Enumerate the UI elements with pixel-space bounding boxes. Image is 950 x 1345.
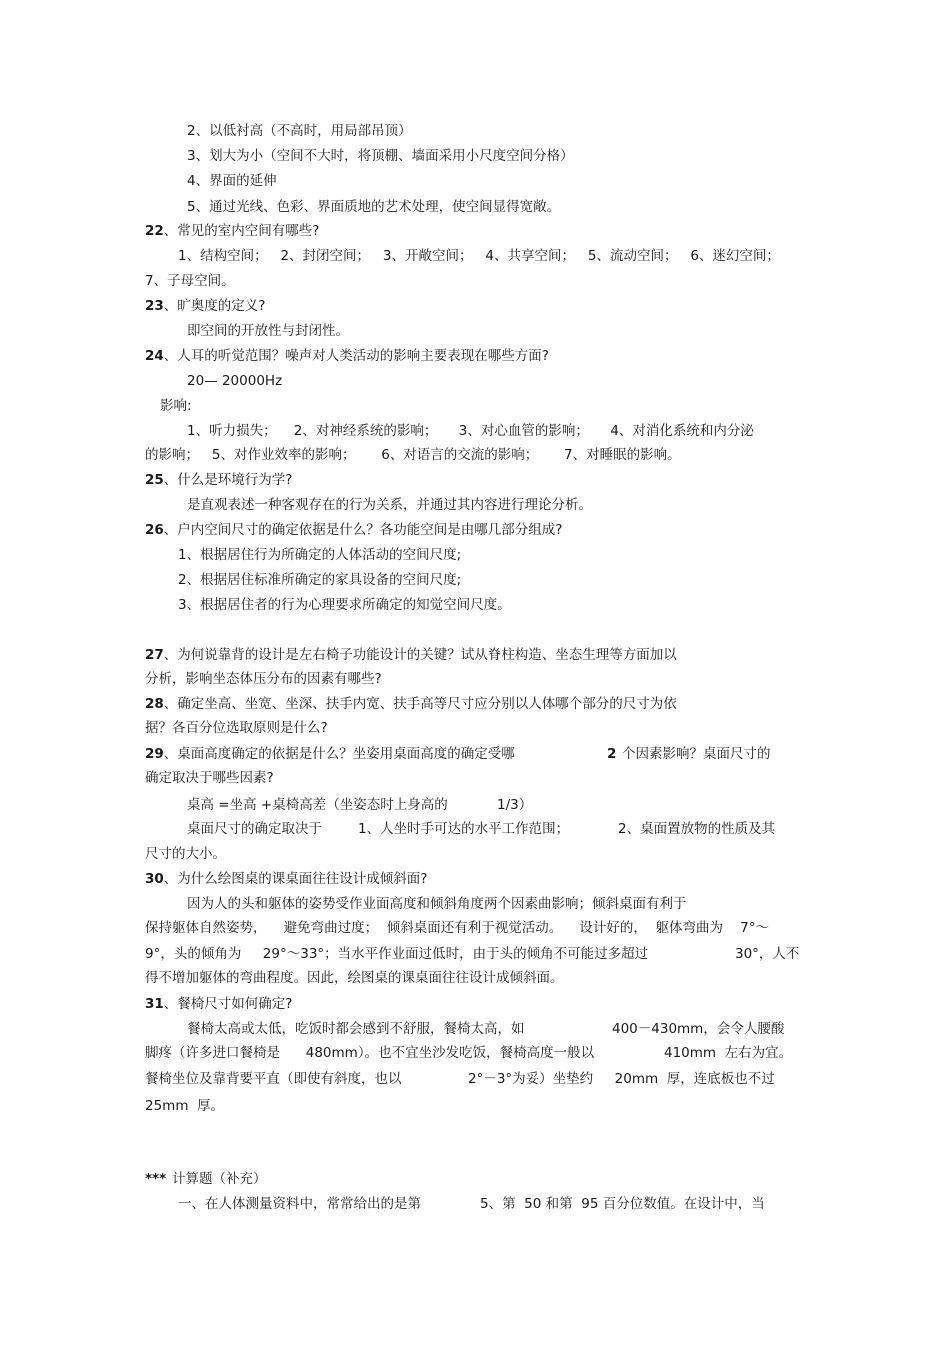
text-line: 桌高 =坐高 +桌椅高差（坐姿态时上身高的 [187, 797, 448, 813]
text-line: 即空间的开放性与封闭性。 [187, 323, 349, 339]
question-number: 26 [145, 522, 164, 538]
text-line: 餐椅太高或太低，吃饭时都会感到不舒服，餐椅太高，如 [187, 1021, 525, 1037]
text-line: 20— 20000Hz [187, 373, 283, 389]
question-text: 、餐椅尺寸如何确定? [163, 996, 293, 1012]
text-line: 4、界面的延伸 [187, 173, 277, 189]
question-text: 、什么是环境行为学? [163, 472, 293, 488]
section-title: 计算题（补充） [172, 1171, 267, 1187]
text-line: 9°，头的倾角为 29°～33°；当水平作业面过低时，由于头的倾角不可能过多超过 [145, 946, 649, 962]
text-line: 脚疼（许多进口餐椅是 480mm）。也不宜坐沙发吃饭，餐椅高度一般以 [145, 1045, 595, 1061]
question-text: 、户内空间尺寸的确定依据是什么？各功能空间是由哪几部分组成? [163, 522, 563, 538]
text-fragment: 5、第 50 和第 95 百分位数值。在设计中，当 [480, 1196, 765, 1212]
question-26 [145, 521, 562, 539]
text-line: 3、根据居住者的行为心理要求所确定的知觉空间尺度。 [178, 597, 511, 613]
text-line: 1、根据居住行为所确定的人体活动的空间尺度; [178, 547, 462, 563]
text-line: 据？各百分位选取原则是什么? [145, 720, 328, 736]
text-line: 因为人的头和躯体的姿势受作业面高度和倾斜角度两个因素曲影响；倾斜桌面有利于 [187, 896, 687, 912]
question-text: 、为何说靠背的设计是左右椅子功能设计的关键？试从脊柱构造、坐态生理等方面加以 [163, 647, 677, 663]
text-fragment: 1/3） [497, 797, 533, 813]
question-text: 、桌面高度确定的依据是什么？坐姿用桌面高度的确定受哪 [163, 746, 515, 762]
question-number: 25 [145, 472, 164, 488]
text-line: 餐椅坐位及靠背要平直（即使有斜度，也以 [145, 1071, 402, 1087]
question-number: 31 [145, 996, 164, 1012]
question-22 [145, 222, 319, 240]
question-number: 28 [145, 696, 164, 712]
text-line: 得不增加躯体的弯曲程度。因此，绘图桌的课桌面往往设计成倾斜面。 [145, 970, 564, 986]
question-27 [145, 646, 677, 664]
question-number: 27 [145, 647, 164, 663]
text-fragment: 2、桌面置放物的性质及其 [618, 821, 776, 837]
text-fragment: 2°－3°为妥）坐垫约 20mm 厚，连底板也不过 [468, 1071, 775, 1087]
question-24 [145, 347, 549, 365]
text-line: 2、以低衬高（不高时，用局部吊顶） [187, 123, 412, 139]
text-line: 1、结构空间； 2、封闭空间； 3、开敞空间； 4、共享空间； 5、流动空间； 6、迷幻空间； [178, 248, 780, 264]
question-30 [145, 870, 427, 888]
text-line: 2、根据居住标准所确定的家具设备的空间尺度; [178, 572, 462, 588]
question-number: 30 [145, 871, 164, 887]
question-text: 、旷奥度的定义? [163, 298, 266, 314]
question-text: 、确定坐高、坐宽、坐深、扶手内宽、扶手高等尺寸应分别以人体哪个部分的尺寸为依 [163, 696, 677, 712]
text-line: 确定取决于哪些因素? [145, 770, 274, 786]
text-line: 3、划大为小（空间不大时，将顶棚、墙面采用小尺度空间分格） [187, 148, 574, 164]
question-number: 24 [145, 348, 164, 364]
text-fragment: 1、人坐时手可达的水平工作范围； [358, 821, 570, 837]
question-number: 29 [145, 746, 164, 762]
question-text: 、常见的室内空间有哪些? [163, 223, 320, 239]
question-28 [145, 695, 677, 713]
section-marker: *** [145, 1171, 167, 1187]
text-fragment: 个因素影响？桌面尺寸的 [622, 746, 771, 762]
text-fragment: 410mm 左右为宜。 [664, 1045, 793, 1061]
text-line: 是直观表述一种客观存在的行为关系，并通过其内容进行理论分析。 [187, 497, 592, 513]
text-line: 桌面尺寸的确定取决于 [187, 821, 322, 837]
question-number: 22 [145, 223, 164, 239]
text-line: 尺寸的大小。 [145, 846, 226, 862]
text-line: 分析，影响坐态体压分布的因素有哪些? [145, 671, 382, 687]
question-29 [145, 745, 515, 763]
question-text: 、为什么绘图桌的课桌面往往设计成倾斜面? [163, 871, 428, 887]
question-23 [145, 297, 265, 315]
question-25 [145, 471, 292, 489]
text-line: 影响: [160, 398, 192, 414]
text-line: 1、听力损失； 2、对神经系统的影响； 3、对心血管的影响； 4、对消化系统和内分泌 [187, 423, 754, 439]
text-fragment: 2 [607, 746, 617, 762]
text-fragment: 400－430mm，会令人腰酸 [612, 1021, 785, 1037]
text-line: 25mm 厚。 [145, 1098, 225, 1114]
text-line: 7、子母空间。 [145, 273, 235, 289]
question-31 [145, 995, 292, 1013]
text-fragment: 30°，人不 [735, 946, 800, 962]
text-line: 5、通过光线、色彩、界面质地的艺术处理，使空间显得宽敞。 [187, 199, 561, 215]
text-line: 保持躯体自然姿势， 避免弯曲过度； 倾斜桌面还有利于视觉活动。 设计好的， 躯体弯曲为 7°～ [145, 920, 769, 936]
question-number: 23 [145, 298, 164, 314]
text-line: 的影响； 5、对作业效率的影响； 6、对语言的交流的影响； 7、对睡眠的影响。 [145, 447, 681, 463]
text-line: 一、在人体测量资料中，常常给出的是第 [178, 1196, 421, 1212]
question-text: 、人耳的听觉范围？噪声对人类活动的影响主要表现在哪些方面? [163, 348, 549, 364]
